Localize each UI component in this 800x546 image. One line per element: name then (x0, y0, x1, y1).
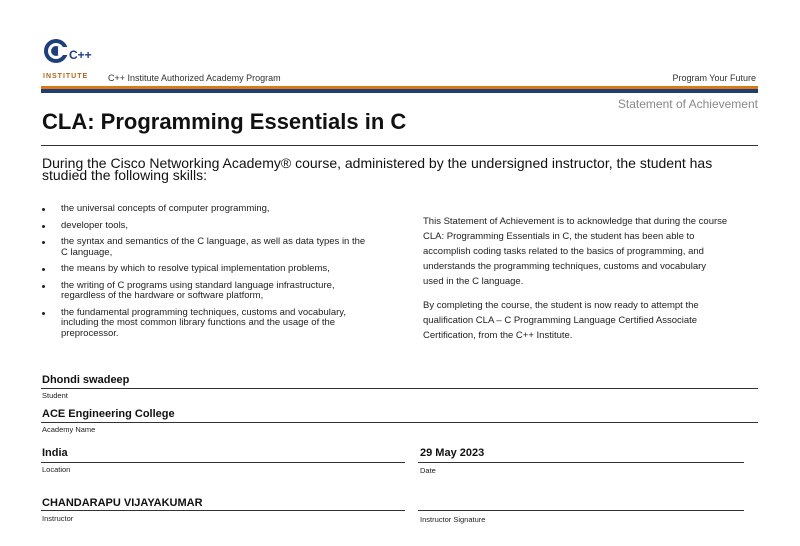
academy-label: Academy Name (42, 425, 96, 434)
academy-rule (41, 422, 758, 423)
signature-label: Instructor Signature (420, 515, 486, 524)
signature-rule (418, 510, 744, 511)
intro-text: During the Cisco Networking Academy® course, administered by the undersigned instructor, the student has studied the following skills: (42, 155, 713, 183)
bullet-icon (42, 285, 45, 288)
instructor-label: Instructor (42, 514, 74, 523)
list-item (42, 264, 372, 275)
skills-list (42, 204, 372, 345)
location-label: Location (42, 465, 71, 474)
list-item (42, 204, 372, 215)
bullet-icon (42, 268, 45, 271)
logo-mark-text: C++ (69, 48, 92, 62)
date-value: 29 May 2023 (420, 447, 485, 459)
acknowledgement-paragraph: By completing the course, the student is now ready to attempt the qualification CLA – C Programming Language Certified Associate Certification, from the C++ Institute. (423, 300, 699, 341)
list-item (42, 281, 372, 302)
list-item (42, 221, 372, 232)
skill-text: developer tools, (61, 219, 129, 231)
location-value: India (42, 447, 68, 459)
date-rule (418, 462, 744, 463)
instructor-rule (41, 510, 405, 511)
academy-name: ACE Engineering College (42, 408, 175, 420)
list-item (42, 237, 372, 258)
list-item (42, 308, 372, 340)
date-label: Date (420, 466, 436, 475)
bullet-icon (42, 225, 45, 228)
bullet-icon (42, 241, 45, 244)
skill-text: the means by which to resolve typical implementation problems, (61, 263, 330, 274)
logo-brand-text: INSTITUTE (43, 73, 89, 80)
skill-text: the writing of C programs using standard language infrastructure, regardless of the hardware or software platform, (61, 279, 335, 301)
program-name: C++ Institute Authorized Academy Program (108, 73, 281, 83)
page-title: CLA: Programming Essentials in C (42, 109, 407, 134)
location-rule (41, 462, 405, 463)
header-navy-bar (41, 89, 758, 93)
acknowledgement-block (423, 214, 728, 352)
acknowledgement-paragraph: This Statement of Achievement is to acknowledge that during the course CLA: Programming Essentials in C, the student has been able to accomplish coding tasks related to the basics of programming, and understands the programming techniques, customs and vocabulary used in the C language. (423, 216, 728, 287)
title-divider (41, 145, 758, 146)
bullet-icon (42, 208, 45, 211)
student-name: Dhondi swadeep (42, 374, 130, 386)
skill-text: the syntax and semantics of the C language, as well as data types in the C language, (61, 236, 366, 258)
instructor-name: CHANDARAPU VIJAYAKUMAR (42, 497, 203, 509)
skill-text: the universal concepts of computer programming, (61, 203, 270, 214)
statement-label: Statement of Achievement (617, 97, 758, 111)
student-rule (41, 388, 758, 389)
student-label: Student (42, 391, 68, 400)
skill-text: the fundamental programming techniques, customs and vocabulary, including the most common library functions and the usage of the preprocessor. (61, 306, 346, 339)
bullet-icon (42, 312, 45, 315)
slogan: Program Your Future (672, 73, 756, 83)
